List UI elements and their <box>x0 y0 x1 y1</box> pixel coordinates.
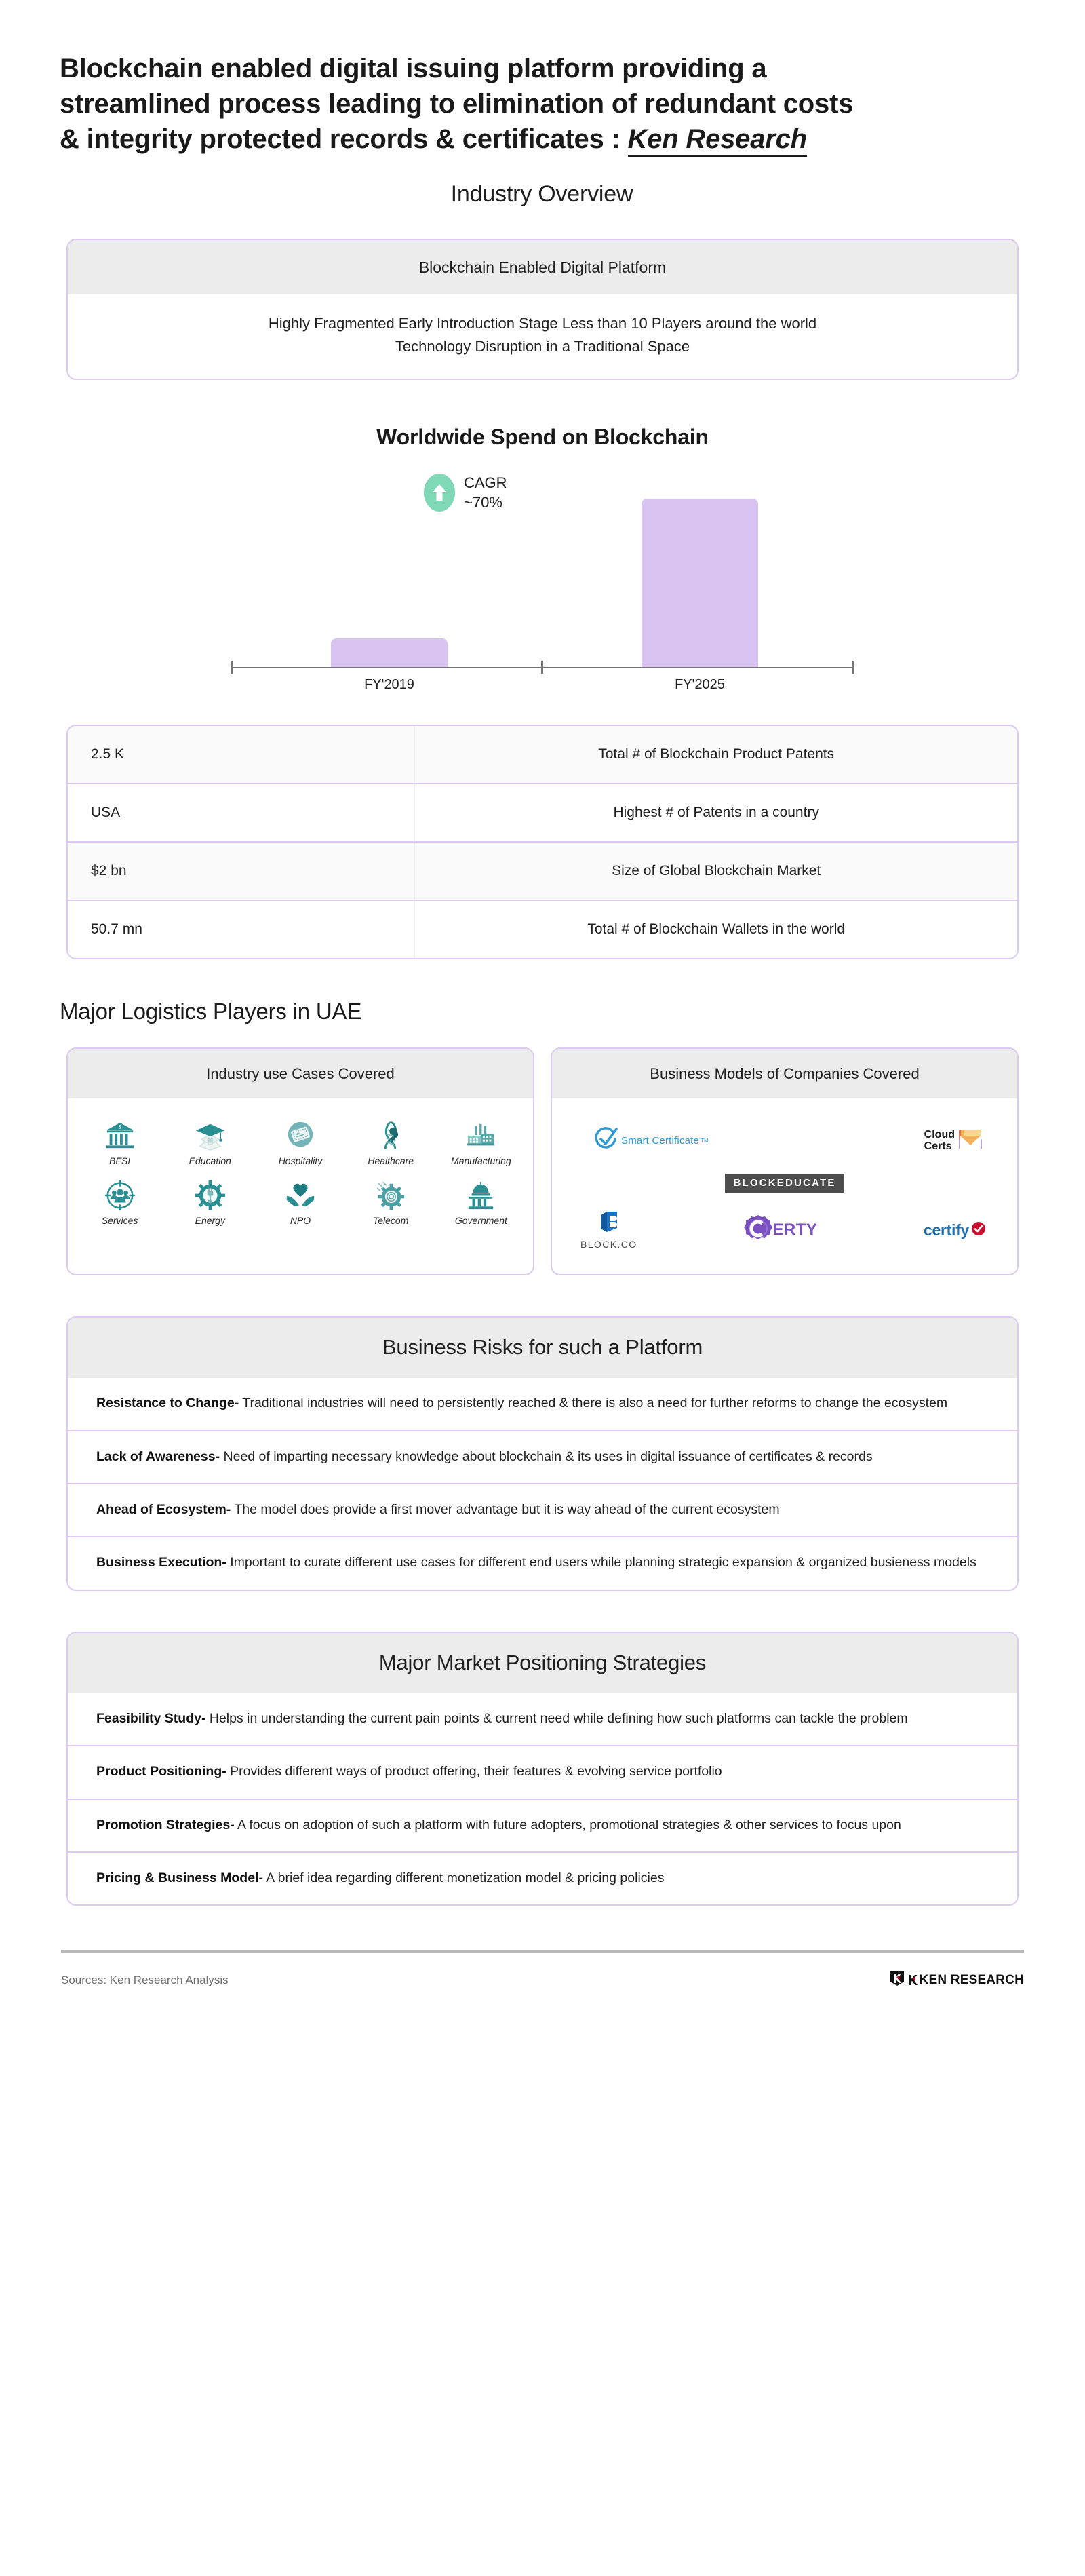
list-item-text: The model does provide a first mover advantage but it is way ahead of the current ecosystem <box>231 1502 780 1517</box>
list-item <box>68 1483 1017 1536</box>
list-item-term: Product Positioning- <box>96 1764 226 1780</box>
logo-row <box>574 1210 995 1250</box>
players-section-heading: Major Logistics Players in UAE <box>60 999 362 1024</box>
list-item <box>68 1745 1017 1798</box>
svg-text:$: $ <box>118 1123 121 1130</box>
use-case-education <box>165 1113 255 1169</box>
title-line-3-prefix: & integrity protected records & certificates : <box>60 124 628 154</box>
list-item-text: A focus on adoption of such a platform with future adopters, promotional strategies & other services to focus upon <box>234 1817 901 1832</box>
stat-value: Total # of Blockchain Wallets in the world <box>587 921 846 938</box>
cagr-annotation <box>424 473 507 512</box>
footer-sources: Sources: Ken Research Analysis <box>61 1973 229 1986</box>
logo-text: BLOCK.CO <box>580 1239 637 1250</box>
title-line-3 <box>60 121 1024 157</box>
list-item-term: Promotion Strategies- <box>96 1817 235 1832</box>
stat-key: 2.5 K <box>68 726 415 783</box>
list-item-term: Lack of Awareness- <box>96 1448 220 1464</box>
logo-text-line-1: Cloud <box>924 1129 955 1141</box>
market-positioning-card <box>66 1632 1019 1906</box>
logo-certify <box>924 1221 986 1239</box>
chart-title: Worldwide Spend on Blockchain <box>376 425 709 450</box>
logo-text <box>924 1130 955 1152</box>
logo-text: ERTY <box>772 1220 818 1239</box>
use-case-government <box>436 1173 526 1229</box>
stat-key: USA <box>68 784 415 841</box>
table-row <box>68 783 1017 841</box>
list-item <box>68 1693 1017 1745</box>
list-item-text: Important to curate different use cases for different end users while planning strategic expansion & organized busieness models <box>226 1555 976 1571</box>
red-check-icon <box>971 1221 986 1239</box>
business-risks-header: Business Risks for such a Platform <box>68 1318 1017 1378</box>
axis-label-fy2025: FY'2025 <box>675 677 725 693</box>
title-line-1: Blockchain enabled digital issuing platform providing a <box>60 54 767 83</box>
list-item <box>68 1799 1017 1851</box>
ticket-icon <box>285 1120 316 1151</box>
list-item-term: Pricing & Business Model- <box>96 1870 263 1886</box>
logo-certy <box>744 1214 818 1246</box>
use-case-label: Telecom <box>372 1215 409 1227</box>
circle-check-icon <box>593 1126 620 1156</box>
heart-hands-icon <box>285 1180 316 1211</box>
logo-text: Smart Certificate <box>621 1135 700 1147</box>
up-arrow-badge-icon <box>424 474 455 512</box>
list-item-text: Traditional industries will need to persistently reached & there is also a need for further reforms to change the ecosystem <box>239 1396 948 1411</box>
cagr-label: CAGR <box>464 474 507 492</box>
bank-icon <box>104 1120 136 1151</box>
logo-smart-certificate <box>593 1126 709 1156</box>
intro-body-line-2: Technology Disruption in a Traditional Space <box>395 338 690 355</box>
logo-block-co <box>580 1210 637 1250</box>
list-item <box>68 1536 1017 1589</box>
list-item-term: Resistance to Change- <box>96 1396 239 1411</box>
logo-tm: TM <box>701 1138 709 1145</box>
market-positioning-header: Major Market Positioning Strategies <box>68 1633 1017 1693</box>
company-logo-grid <box>559 1113 1010 1254</box>
use-case-label: Energy <box>195 1215 225 1227</box>
cagr-value: ~70% <box>464 494 502 512</box>
use-case-hospitality <box>255 1113 345 1169</box>
table-row <box>68 726 1017 783</box>
ken-research-logo <box>890 1970 1024 1990</box>
stat-key: 50.7 mn <box>68 901 415 958</box>
table-row <box>68 841 1017 900</box>
list-item-term: Business Execution- <box>96 1555 226 1571</box>
ken-research-wordmark-text: KEN RESEARCH <box>919 1972 1024 1987</box>
use-case-energy <box>165 1173 255 1229</box>
bar-fy2019 <box>331 638 448 667</box>
stat-value: Highest # of Patents in a country <box>613 805 819 821</box>
signal-gear-icon <box>375 1180 406 1211</box>
list-item-term: Ahead of Ecosystem- <box>96 1502 231 1517</box>
companies-body <box>552 1098 1017 1274</box>
use-case-label: BFSI <box>109 1155 131 1167</box>
list-item-term: Feasibility Study- <box>96 1710 206 1726</box>
panels-row <box>66 1047 1019 1275</box>
logo-text-line-2: Certs <box>924 1140 952 1152</box>
dna-wrench-icon <box>375 1120 406 1151</box>
logo-row <box>574 1174 995 1193</box>
title-line-2: streamlined process leading to elimination of redundant costs <box>60 89 854 119</box>
intro-card-body <box>68 294 1017 379</box>
companies-header: Business Models of Companies Covered <box>552 1049 1017 1098</box>
page-title <box>0 0 1085 208</box>
use-case-npo <box>255 1173 345 1229</box>
use-case-manufacturing <box>436 1113 526 1169</box>
axis-label-fy2019: FY'2019 <box>364 677 414 693</box>
use-case-label: Education <box>189 1155 231 1167</box>
use-case-healthcare <box>346 1113 436 1169</box>
ken-research-mark-icon <box>890 1970 905 1990</box>
ken-research-wordmark <box>909 1973 1024 1988</box>
folder-check-icon <box>958 1128 983 1154</box>
list-item-text: Need of imparting necessary knowledge about blockchain & its uses in digital issuance of certificates & records <box>220 1448 873 1464</box>
use-case-label: Hospitality <box>278 1155 323 1167</box>
cube-b-icon <box>599 1210 619 1237</box>
logo-row <box>574 1126 995 1156</box>
stats-table <box>66 725 1019 959</box>
use-case-label: Government <box>454 1215 507 1227</box>
brand-name: Ken Research <box>628 124 807 157</box>
graduation-cap-icon <box>195 1120 226 1151</box>
use-case-bfsi <box>75 1113 165 1169</box>
capitol-icon <box>465 1180 496 1211</box>
use-case-label: NPO <box>290 1215 311 1227</box>
gear-plug-icon <box>195 1180 226 1211</box>
list-item <box>68 1430 1017 1483</box>
use-cases-body <box>68 1098 533 1249</box>
use-case-label: Manufacturing <box>451 1155 511 1167</box>
list-item-text: Provides different ways of product offering, their features & evolving service portfolio <box>226 1764 722 1780</box>
intro-body-line-1: Highly Fragmented Early Introduction Stage Less than 10 Players around the world <box>268 315 817 332</box>
business-risks-card <box>66 1316 1019 1591</box>
page-footer <box>61 1950 1024 1990</box>
use-case-label: Services <box>101 1215 138 1227</box>
chart-x-labels <box>231 668 854 695</box>
list-item-text: A brief idea regarding different monetization model & pricing policies <box>262 1870 665 1886</box>
table-row <box>68 900 1017 958</box>
stat-key: $2 bn <box>68 843 415 900</box>
stat-value: Size of Global Blockchain Market <box>612 863 821 879</box>
seal-c-icon <box>744 1214 772 1246</box>
intro-card <box>66 239 1019 380</box>
page-subtitle: Industry Overview <box>450 181 633 207</box>
intro-card-header: Blockchain Enabled Digital Platform <box>68 240 1017 294</box>
people-target-icon <box>104 1180 136 1211</box>
use-cases-header: Industry use Cases Covered <box>68 1049 533 1098</box>
list-item-text: Helps in understanding the current pain points & current need while defining how such platforms can tackle the problem <box>205 1710 908 1726</box>
companies-panel <box>551 1047 1019 1275</box>
use-cases-icon-grid <box>75 1113 526 1229</box>
use-case-label: Healthcare <box>368 1155 414 1167</box>
stat-value: Total # of Blockchain Product Patents <box>598 746 835 763</box>
logo-text: certify <box>924 1220 969 1239</box>
cagr-text <box>464 473 507 512</box>
use-case-telecom <box>346 1173 436 1229</box>
use-case-services <box>75 1173 165 1229</box>
logo-cloud-certs <box>924 1128 983 1154</box>
blockchain-spend-chart <box>0 425 1085 695</box>
bar-fy2025 <box>642 499 758 667</box>
list-item <box>68 1378 1017 1429</box>
logo-blockeducate: BLOCKEDUCATE <box>725 1174 844 1193</box>
factory-icon <box>465 1120 496 1151</box>
list-item <box>68 1851 1017 1904</box>
use-cases-panel <box>66 1047 534 1275</box>
chart-plot-area <box>231 470 854 667</box>
